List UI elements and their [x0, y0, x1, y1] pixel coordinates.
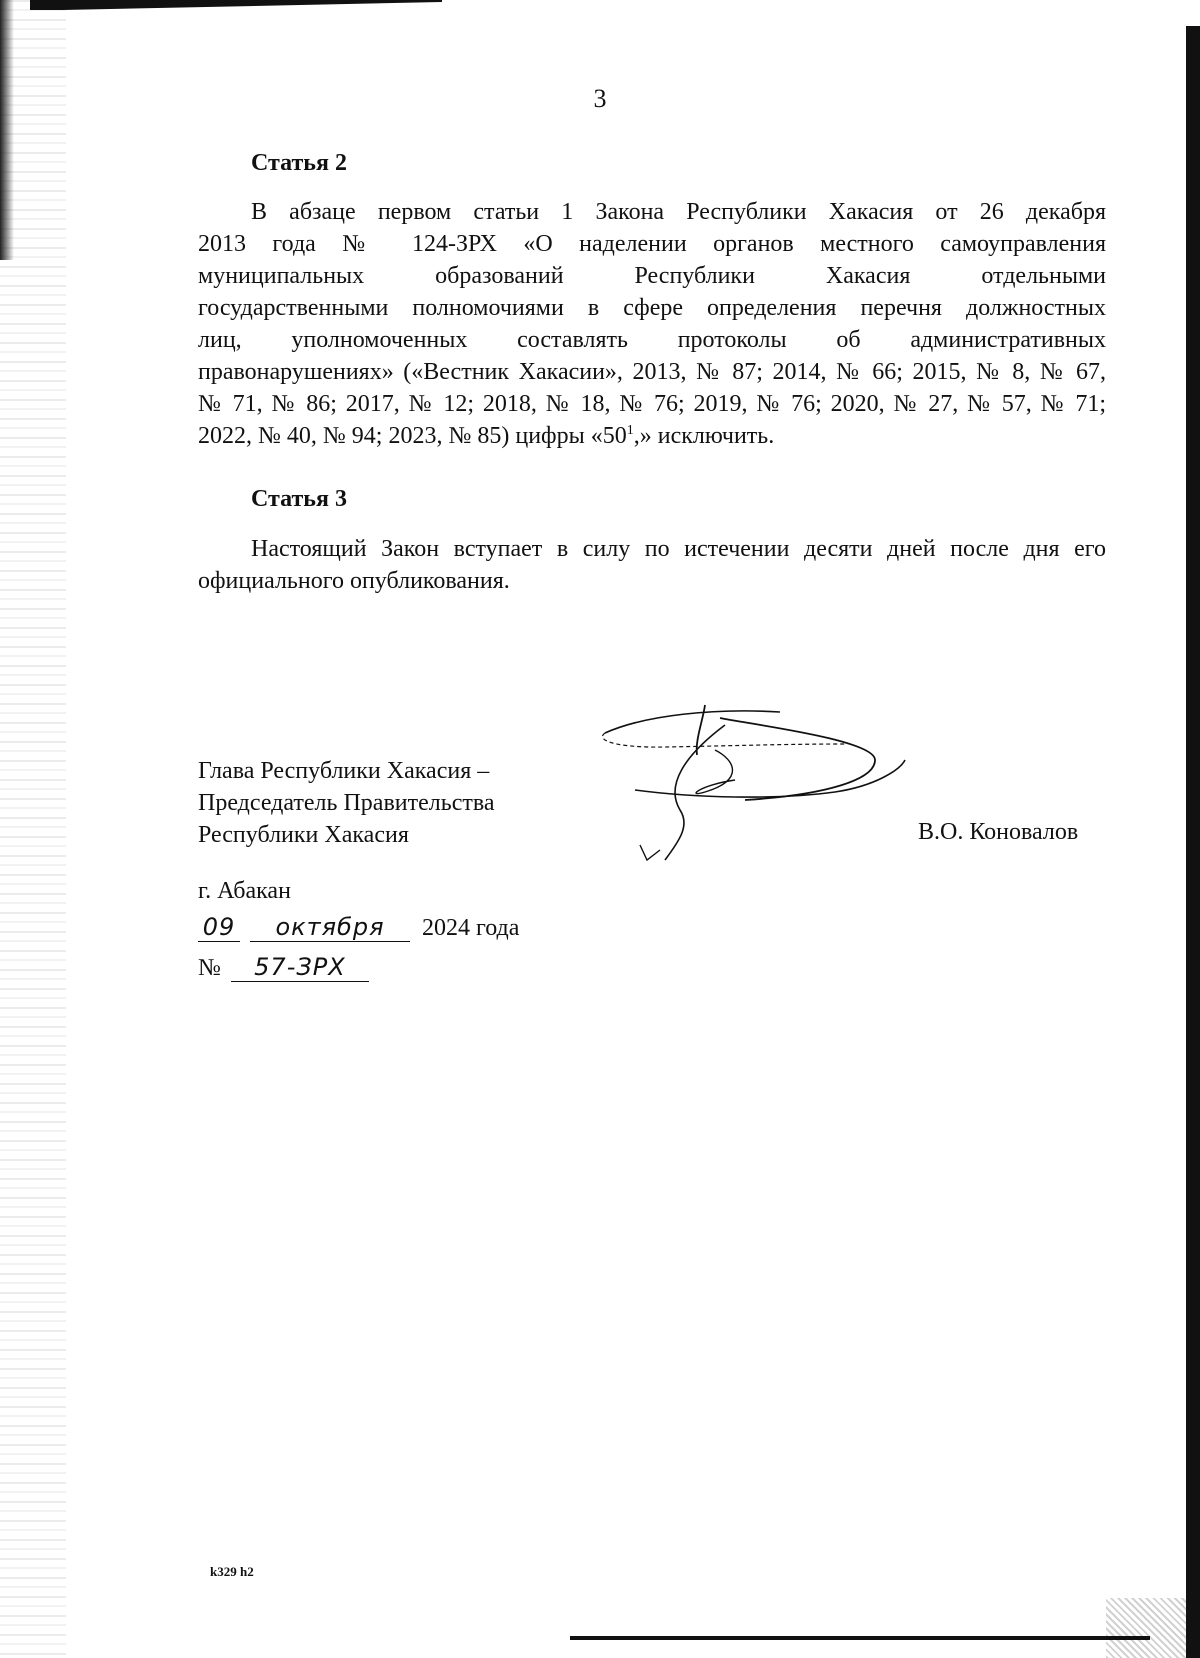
footer-code: k329 h2 — [210, 1564, 254, 1579]
handwritten-signature — [585, 700, 915, 870]
scan-corner-noise — [1106, 1598, 1186, 1658]
article-2-last-tail: ,» исключить. — [633, 423, 775, 449]
signing-date — [198, 913, 558, 945]
article-2-line: лиц, уполномоченных составлять протоколы об административных — [198, 327, 1106, 353]
date-year: 2024 года — [422, 915, 520, 941]
article-2-heading: Статья 2 — [251, 150, 347, 176]
signatory-name: В.О. Коновалов — [918, 819, 1079, 845]
number-label: № — [198, 955, 221, 981]
superscript: 1 — [626, 423, 634, 438]
article-3-line: Настоящий Закон вступает в силу по истечении десяти дней после дня его — [251, 536, 1106, 562]
article-2-text — [198, 196, 1106, 452]
article-2-line: государственными полномочиями в сфере определения перечня должностных — [198, 295, 1106, 321]
scan-top-edge — [30, 0, 442, 10]
article-2-line: правонарушениях» («Вестник Хакасии», 2013, № 87; 2014, № 66; 2015, № 8, № 67, — [198, 359, 1106, 385]
place: г. Абакан — [198, 878, 291, 904]
scan-right-edge — [1186, 26, 1200, 1658]
article-2-line: № 71, № 86; 2017, № 12; 2018, № 18, № 76; 2019, № 76; 2020, № 27, № 57, № 71; — [198, 391, 1106, 417]
signatory-title-line: Председатель Правительства — [198, 790, 495, 816]
article-2-last-text: 2022, № 40, № 94; 2023, № 85) цифры «50 — [198, 423, 627, 449]
signatory-title-line: Глава Республики Хакасия – — [198, 758, 490, 784]
article-2-line: 2013 года № 124-ЗРХ «О наделении органов местного самоуправления — [198, 231, 1106, 257]
article-2-line: В абзаце первом статьи 1 Закона Республики Хакасия от 26 декабря — [251, 199, 1106, 225]
article-3-heading: Статья 3 — [251, 486, 347, 512]
signatory-title — [198, 755, 495, 851]
article-3-text — [198, 533, 1106, 597]
article-2-line: муниципальных образований Республики Хакасия отдельными — [198, 263, 1106, 289]
page-number: 3 — [593, 84, 607, 113]
scan-bottom-edge — [570, 1636, 1150, 1640]
signatory-title-line: Республики Хакасия — [198, 822, 409, 848]
handwritten-number: 57-ЗРХ — [231, 953, 369, 982]
handwritten-day: 09 — [198, 913, 240, 942]
article-3-line: официального опубликования. — [198, 568, 510, 594]
law-number — [198, 953, 398, 985]
scan-left-shadow — [0, 0, 14, 260]
article-2-last-line — [198, 420, 1106, 452]
handwritten-month: октября — [250, 913, 410, 942]
